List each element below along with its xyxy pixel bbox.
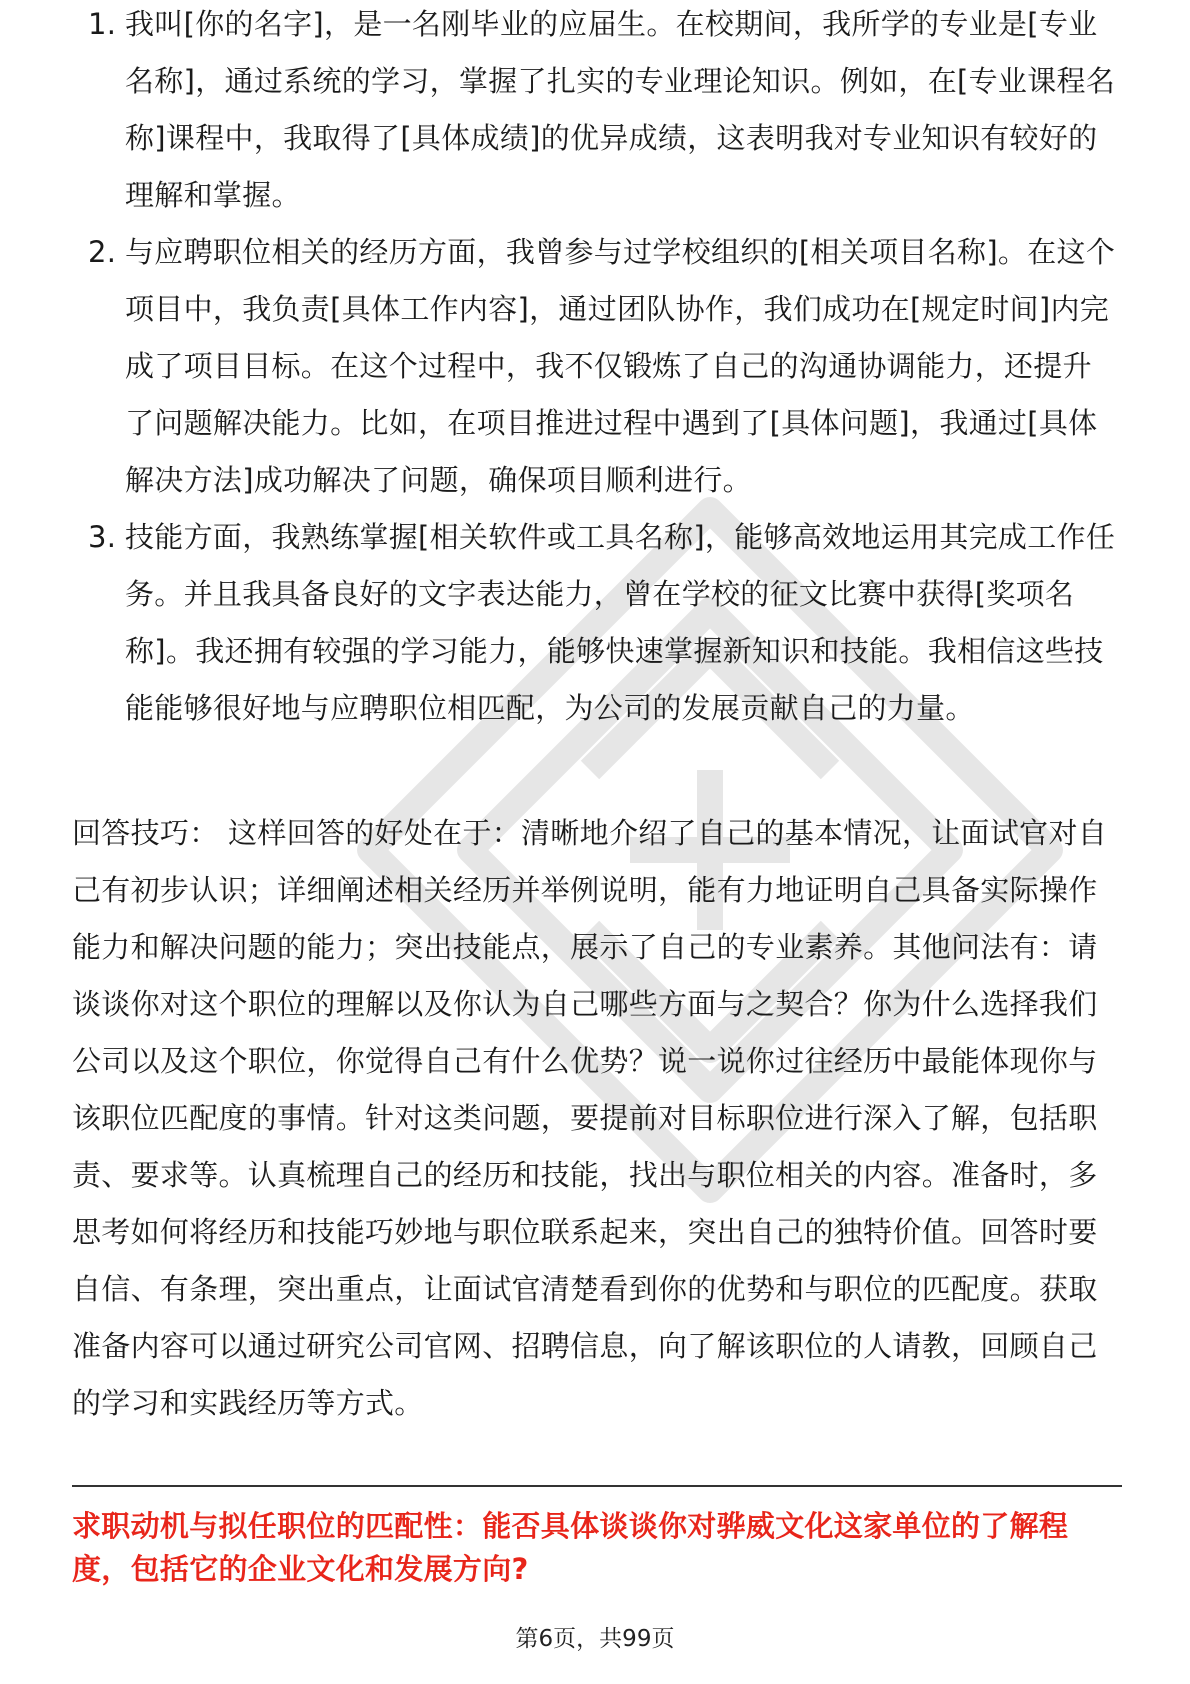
list-item-number: 1. <box>88 7 117 41</box>
section-divider <box>72 1485 1122 1487</box>
tips-label: 回答技巧： <box>72 816 219 850</box>
list-item <box>70 509 1120 737</box>
next-question-heading: 求职动机与拟任职位的匹配性：能否具体谈谈你对骅威文化这家单位的了解程度，包括它的企业文化和发展方向? <box>72 1509 1069 1586</box>
answer-list <box>70 7 1120 737</box>
list-item <box>70 0 1120 224</box>
answer-tips-paragraph <box>72 805 1122 1432</box>
list-item-text: 技能方面，我熟练掌握[相关软件或工具名称]，能够高效地运用其完成工作任务。并且我具备良好的文字表达能力，曾在学校的征文比赛中获得[奖项名称]。我还拥有较强的学习能力，能够快速掌握新知识和技能。我相信这些技能能够很好地与应聘职位相匹配，为公司的发展贡献自己的力量。 <box>125 520 1116 725</box>
list-item <box>70 224 1120 509</box>
list-item-text: 我叫[你的名字]，是一名刚毕业的应届生。在校期间，我所学的专业是[专业名称]，通过系统的学习，掌握了扎实的专业理论知识。例如，在[专业课程名称]课程中，我取得了[具体成绩]的优异成绩，这表明我对专业知识有较好的理解和掌握。 <box>125 7 1116 212</box>
list-item-number: 3. <box>88 520 117 554</box>
page-number-footer: 第6页，共99页 <box>515 1626 675 1652</box>
tips-text: 这样回答的好处在于：清晰地介绍了自己的基本情况，让面试官对自己有初步认识；详细阐述相关经历并举例说明，能有力地证明自己具备实际操作能力和解决问题的能力；突出技能点，展示了自己的专业素养。其他问法有：请谈谈你对这个职位的理解以及你认为自己哪些方面与之契合？你为什么选择我们公司以及这个职位，你觉得自己有什么优势？说一说你过往经历中最能体现你与该职位匹配度的事情。针对这类问题，要提前对目标职位进行深入了解，包括职责、要求等。认真梳理自己的经历和技能，找出与职位相关的内容。准备时，多思考如何将经历和技能巧妙地与职位联系起来，突出自己的独特价值。回答时要自信、有条理，突出重点，让面试官清楚看到你的优势和与职位的匹配度。获取准备内容可以通过研究公司官网、招聘信息，向了解该职位的人请教，回顾自己的学习和实践经历等方式。 <box>72 816 1108 1420</box>
list-item-number: 2. <box>88 235 117 269</box>
list-item-text: 与应聘职位相关的经历方面，我曾参与过学校组织的[相关项目名称]。在这个项目中，我负责[具体工作内容]，通过团队协作，我们成功在[规定时间]内完成了项目目标。在这个过程中，我不仅锻炼了自己的沟通协调能力，还提升了问题解决能力。比如，在项目推进过程中遇到了[具体问题]，我通过[具体解决方法]成功解决了问题，确保项目顺利进行。 <box>125 235 1116 497</box>
